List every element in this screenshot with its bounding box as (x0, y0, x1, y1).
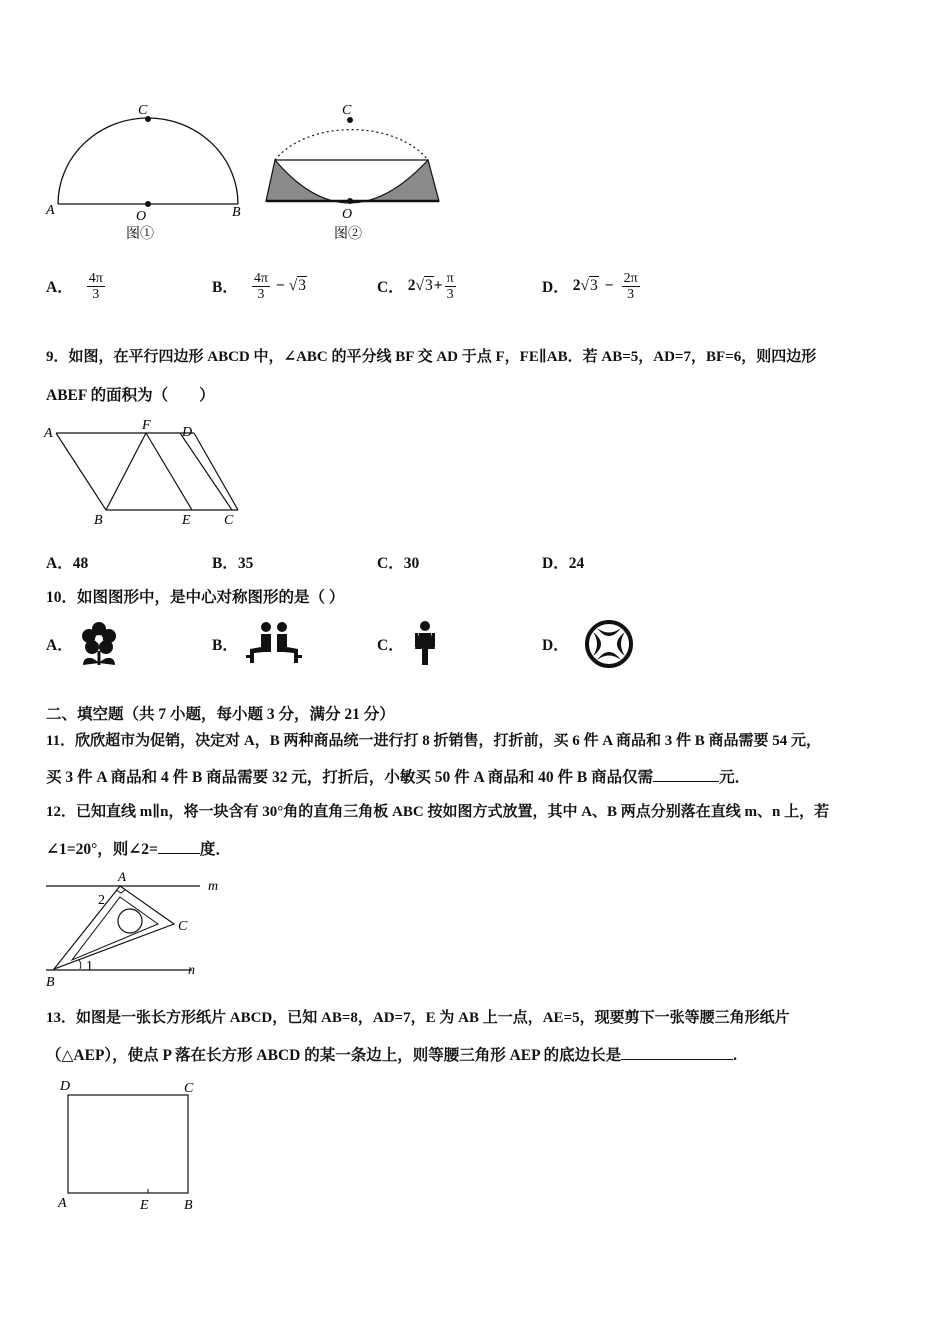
q12-text-line1: 12．已知直线 m∥n，将一块含有 30°角的直角三角板 ABC 按如图方式放置，其中 A、B 两点分别落在直线 m、n 上，若 (46, 804, 830, 820)
q12-text-line2: ∠1=20°，则∠2= 度． (46, 841, 231, 858)
label-b: B (46, 975, 55, 990)
q13-figure (52, 1074, 212, 1216)
label-o: O (342, 207, 353, 222)
q13-text-line1: 13．如图是一张长方形纸片 ABCD，已知 AB=8，AD=7，E 为 AB 上一点，AE=5，现要剪下一张等腰三角形纸片 (46, 1010, 790, 1026)
fig2-caption: 图② (334, 227, 362, 242)
label-c: C (184, 1081, 194, 1096)
q10-option-a[interactable]: A． (46, 618, 121, 670)
option-label: C． (377, 279, 404, 296)
label-e: E (140, 1198, 149, 1213)
label-2: 2 (98, 893, 105, 908)
q12-answer-blank[interactable] (158, 839, 200, 854)
q10-option-b[interactable]: B． (212, 618, 306, 670)
label-c: C (224, 513, 234, 528)
fig1-caption: 图① (126, 227, 154, 242)
q10-option-c[interactable]: C． (377, 618, 442, 670)
label-d: D (182, 425, 193, 440)
option-label: D． (542, 279, 569, 296)
woman-icon (408, 619, 442, 669)
label-a: A (58, 1196, 67, 1211)
q11-text-line2: 买 3 件 A 商品和 4 件 B 商品需要 32 元，打折后，小敏买 50 件 A 商品和 40 件 B 商品仅需 元． (46, 769, 751, 786)
q8-option-b[interactable]: B． $\frac{4\pi}{3}$ − √3 (212, 270, 307, 302)
label-c: C (342, 103, 352, 118)
option-label: B． (212, 279, 238, 296)
label-c: C (178, 919, 188, 934)
q8-figure-1 (40, 98, 250, 246)
q8-figure-2 (258, 98, 448, 246)
label-d: D (60, 1079, 71, 1094)
q11-answer-blank[interactable] (653, 767, 719, 782)
q11-text-line1: 11．欣欣超市为促销，决定对 A，B 两种商品统一进行打 8 折销售，打折前，买 6 件 A 商品和 3 件 B 商品需要 54 元， (46, 733, 822, 749)
q9-figure (42, 418, 242, 530)
q9-option-b[interactable]: B．35 (212, 555, 254, 572)
two-people-sitting-icon (242, 619, 306, 669)
q9-option-c[interactable]: C．30 (377, 555, 420, 572)
q9-option-d[interactable]: D．24 (542, 555, 585, 572)
label-a: A (44, 426, 53, 441)
label-c: C (138, 103, 148, 118)
label-n: n (188, 963, 195, 978)
option-label: A． (46, 279, 73, 296)
section-heading: 二、填空题（共 7 小题，每小题 3 分，满分 21 分） (46, 706, 395, 723)
label-1: 1 (86, 959, 93, 974)
q13-text-line2: （△AEP），使点 P 落在长方形 ABCD 的某一条边上，则等腰三角形 AEP 的底边长是 . (46, 1047, 737, 1064)
q13-answer-blank[interactable] (621, 1045, 733, 1060)
label-a: A (118, 869, 126, 884)
label-b: B (232, 205, 241, 220)
q8-option-c[interactable]: C． 2 √3 + $\frac{\pi}{3}$ (377, 270, 454, 302)
label-o: O (136, 209, 147, 224)
q12-figure (42, 866, 232, 990)
label-b: B (94, 513, 103, 528)
label-m: m (208, 879, 219, 894)
label-b: B (184, 1198, 193, 1213)
q10-text: 10．如图图形中，是中心对称图形的是（ ） (46, 589, 345, 606)
label-e: E (182, 513, 191, 528)
q8-option-d[interactable]: D． 2 √3 − $\frac{2\pi}{3}$ (542, 270, 638, 302)
circle-x-icon (583, 619, 635, 669)
q10-option-d[interactable]: D． (542, 618, 635, 670)
q8-option-a[interactable]: A． $\frac{4\pi}{3}$ (46, 270, 103, 302)
q9-text-line2: ABEF 的面积为（ ） (46, 387, 215, 404)
q9-text-line1: 9．如图，在平行四边形 ABCD 中，∠ABC 的平分线 BF 交 AD 于点 F，FE∥AB．若 AB=5，AD=7，BF=6，则四边形 (46, 349, 817, 365)
label-f: F (142, 418, 151, 433)
label-a: A (46, 203, 55, 218)
q9-option-a[interactable]: A．48 (46, 555, 89, 572)
flower-icon (77, 619, 121, 669)
